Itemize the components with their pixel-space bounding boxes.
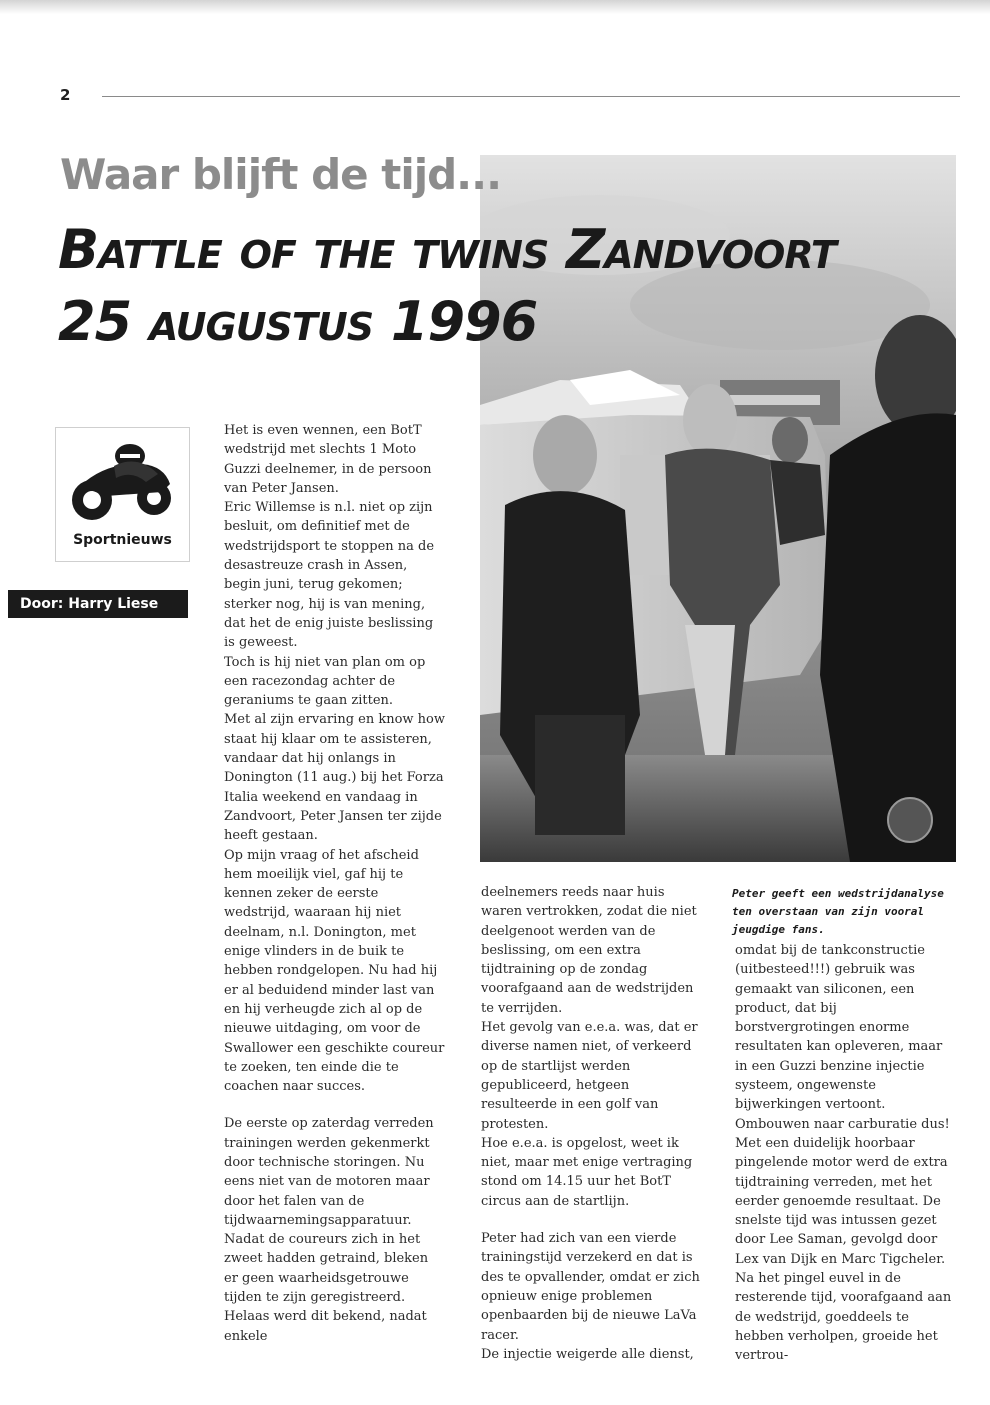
paragraph: Het is even wennen, een BotT wedstrijd met slechts 1 Moto Guzzi deelnemer, in de persoon van Peter Jansen. <box>224 423 432 496</box>
paragraph: deelnemers reeds naar huis waren vertrokken, zodat die niet deelgenoot werden van de beslissing, om een extra tijdtraining op de zondag voorafgaand aan de wedstrijden te verrijden. <box>481 885 697 1016</box>
paragraph: Het gevolg van e.e.a. was, dat er diverse namen niet, of verkeerd op de startlijst werden gepubliceerd, hetgeen resulteerde in een golf van protesten. <box>481 1020 698 1132</box>
logo-caption: Sportnieuws <box>73 532 172 548</box>
article-column-1 <box>224 421 446 1346</box>
article-column-2 <box>481 883 704 1364</box>
paragraph: Peter had zich van een vierde trainingstijd verzekerd en dat is des te opvallender, omdat er zich opnieuw enige problemen openbaarden bij de nieuwe LaVa racer. <box>481 1231 700 1343</box>
headline-title-line-1: Battle of the twins Zandvoort <box>58 218 836 281</box>
paragraph: Hoe e.e.a. is opgelost, weet ik niet, maar met enige vertraging stond om 14.15 uur het BotT circus aan de startlijn. <box>481 1135 693 1209</box>
paragraph: De injectie weigerde alle dienst, <box>481 1346 694 1362</box>
paragraph: De eerste op zaterdag verreden trainingen werden gekenmerkt door technische storingen. Nu eens niet van de motoren maar door het falen van de tijdwaarnemingsapparatuur. <box>224 1116 434 1228</box>
photo-caption: Peter geeft een wedstrijdanalyse ten overstaan van zijn vooral jeugdige fans. <box>732 887 944 936</box>
paragraph: Met al zijn ervaring en know how staat hij klaar om te assisteren, vandaar dat hij onlangs in Donington (11 aug.) bij het Forza Italia weekend en vandaag in Zandvoort, Peter Jansen ter zijde heeft gestaan. <box>224 712 446 844</box>
motorcycle-racer-icon <box>66 434 178 530</box>
headline-kicker: Waar blijft de tijd... <box>60 150 502 199</box>
paragraph: Eric Willemse is n.l. niet op zijn besluit, om definitief met de wedstrijdsport te stoppen na de desastreuze crash in Assen, begin juni, terug gekomen; sterker nog, hij is van mening, dat het de enig juiste beslissing is geweest. <box>224 500 435 651</box>
paragraph: Na het pingel euvel in de resterende tijd, voorafgaand aan de wedstrijd, goeddeels te hebben verholpen, groeide het vertrou- <box>735 1271 952 1364</box>
paragraph: Toch is hij niet van plan om op een racezondag achter de geraniums te gaan zitten. <box>224 654 426 709</box>
paragraph: Nadat de coureurs zich in het zweet hadden getraind, bleken er geen waarheidsgetrouwe tijden te zijn geregistreerd. Helaas werd dit bekend, nadat enkele <box>224 1232 429 1344</box>
paragraph: Op mijn vraag of het afscheid hem moeilijk viel, gaf hij te kennen zeker de eerste wedstrijd, waaraan hij niet deelnam, n.l. Donington, met enige vlinders in de buik te hebben rondgelopen. Nu had hij er al beduidend minder last van en hij verheugde zich al op de nieuwe uitdaging, om voor de Swallower een geschikte coureur te zoeken, ten einde die te coachen naar succes. <box>224 847 445 1095</box>
headline-title-line-2: 25 augustus 1996 <box>58 290 538 353</box>
paragraph: Met een duidelijk hoorbaar pingelende motor werd de extra tijdtraining verreden, met het eerder genoemde resultaat. De snelste tijd was intussen gezet door Lee Saman, gevolgd door Lex van Dijk en Marc Tigcheler. <box>735 1135 948 1267</box>
paragraph: Ombouwen naar carburatie dus! <box>735 1116 950 1132</box>
page-number: 2 <box>60 86 71 104</box>
paragraph: omdat bij de tankconstructie (uitbesteed!!!) gebruik was gemaakt van siliconen, een product, dat bij borstvergrotingen enorme resultaten kan opleveren, maar in een Guzzi benzine injectie systeem, ongewenste bijwerkingen vertoont. <box>735 943 943 1113</box>
sportnieuws-logo <box>55 427 190 562</box>
article-column-3 <box>735 941 956 1366</box>
header-rule <box>102 96 960 97</box>
page-top-shadow <box>0 0 990 14</box>
author-byline: Door: Harry Liese <box>8 590 188 618</box>
